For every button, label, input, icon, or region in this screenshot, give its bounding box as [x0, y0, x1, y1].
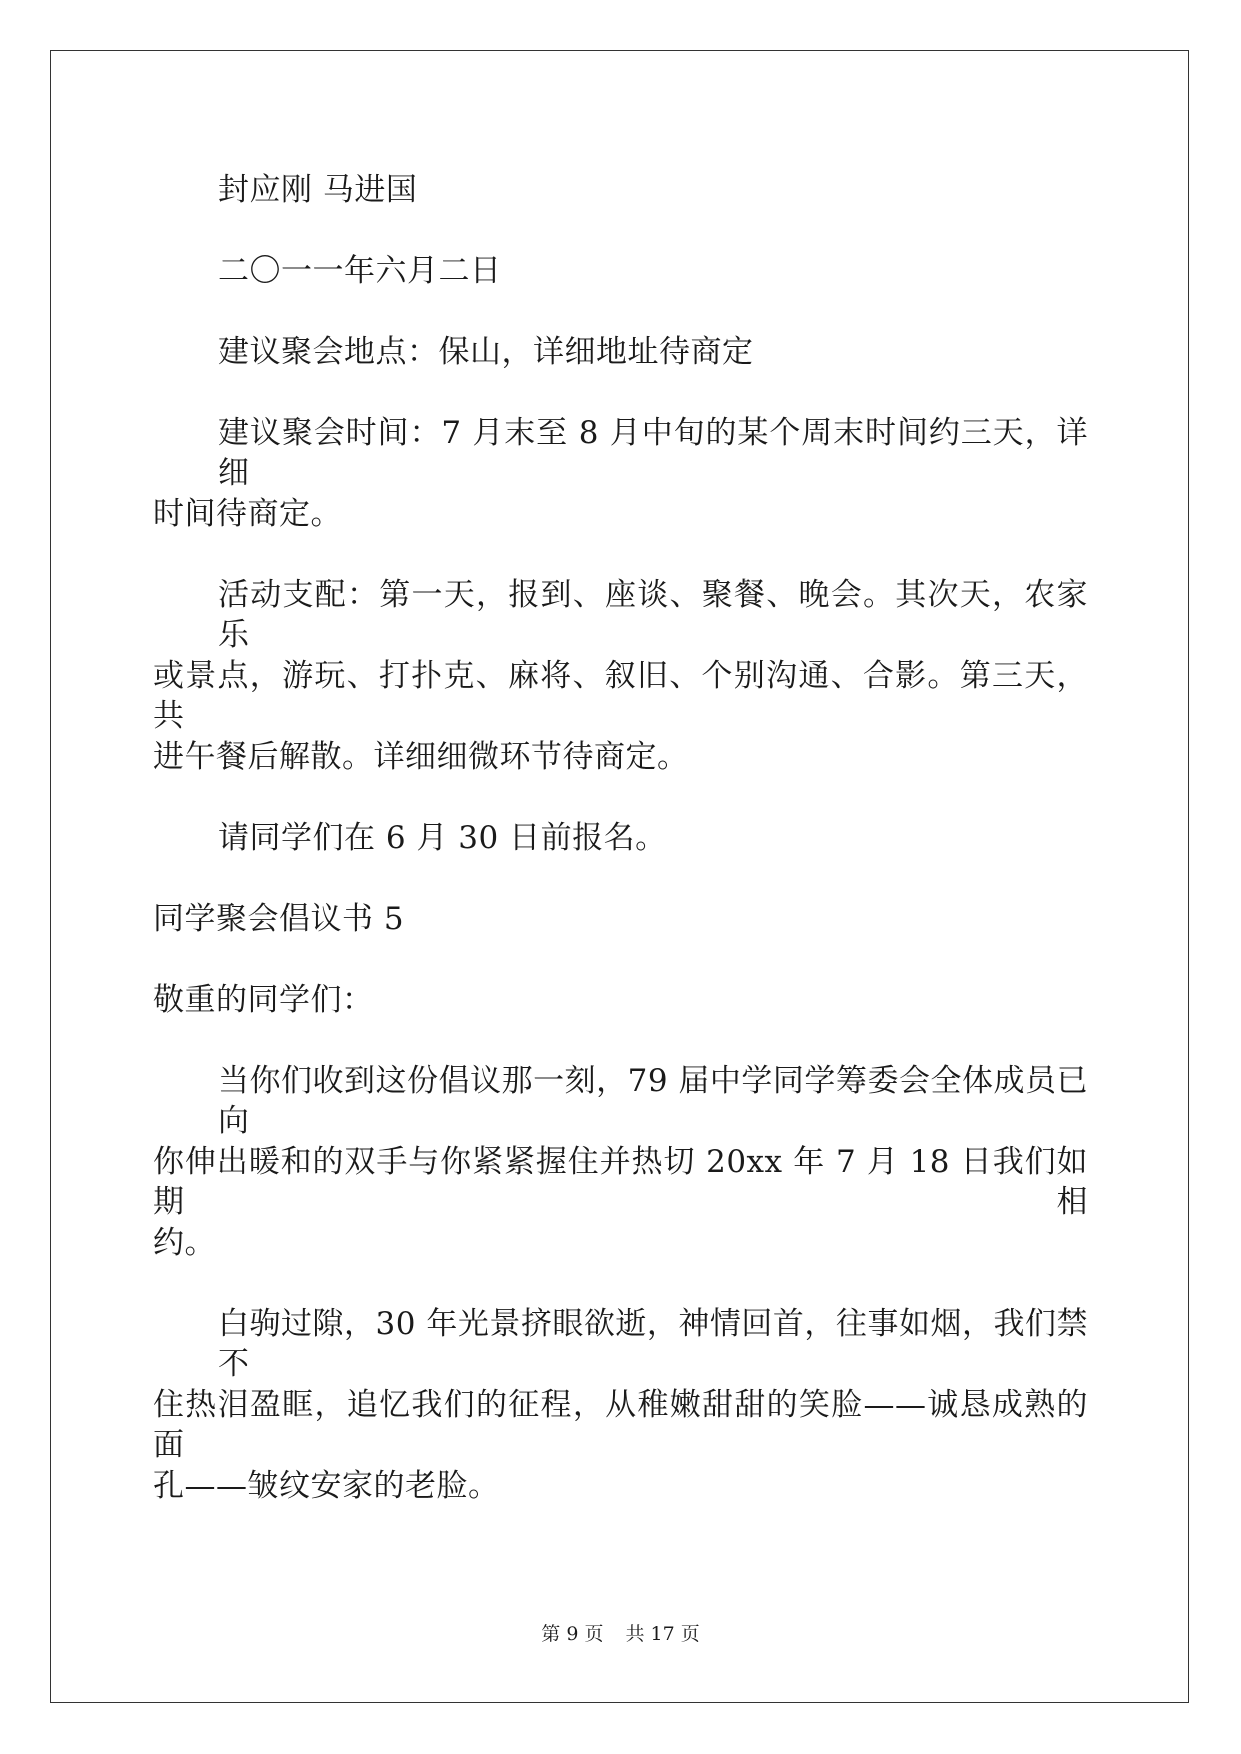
invitation-line-1: 当你们收到这份倡议那一刻，79 届中学同学筹委会全体成员已向: [218, 1063, 1088, 1139]
section-heading: 同学聚会倡议书 5: [153, 901, 405, 937]
page-number: 第 9 页: [541, 1623, 604, 1645]
activity-plan-line-1: 活动支配：第一天，报到、座谈、聚餐、晚会。其次天，农家乐: [218, 577, 1088, 653]
registration-deadline: 请同学们在 6 月 30 日前报名。: [218, 820, 667, 856]
memory-line-3: 孔——皱纹安家的老脸。: [153, 1468, 500, 1504]
page-total: 共 17 页: [625, 1623, 700, 1645]
meeting-time-line-2: 时间待商定。: [153, 496, 342, 532]
memory-line-2: 住热泪盈眶，追忆我们的征程，从稚嫩甜甜的笑脸——诚恳成熟的面: [153, 1387, 1088, 1463]
signature-names: 封应刚 马进国: [218, 172, 418, 208]
activity-plan-line-3: 进午餐后解散。详细细微环节待商定。: [153, 739, 689, 775]
page-footer: [0, 1622, 1241, 1646]
memory-line-1: 白驹过隙，30 年光景挤眼欲逝，神情回首，往事如烟，我们禁不: [218, 1306, 1088, 1382]
invitation-line-3: 约。: [153, 1225, 216, 1261]
letter-date: 二〇一一年六月二日: [218, 253, 502, 289]
activity-plan-line-2: 或景点，游玩、打扑克、麻将、叙旧、个别沟通、合影。第三天，共: [153, 658, 1088, 734]
meeting-location: 建议聚会地点：保山，详细地址待商定: [218, 334, 754, 370]
salutation: 敬重的同学们：: [153, 982, 374, 1018]
meeting-time-line-1: 建议聚会时间：7 月末至 8 月中旬的某个周末时间约三天，详细: [218, 415, 1088, 491]
invitation-line-2: 你伸出暖和的双手与你紧紧握住并热切 20xx 年 7 月 18 日我们如期相: [153, 1144, 1088, 1220]
